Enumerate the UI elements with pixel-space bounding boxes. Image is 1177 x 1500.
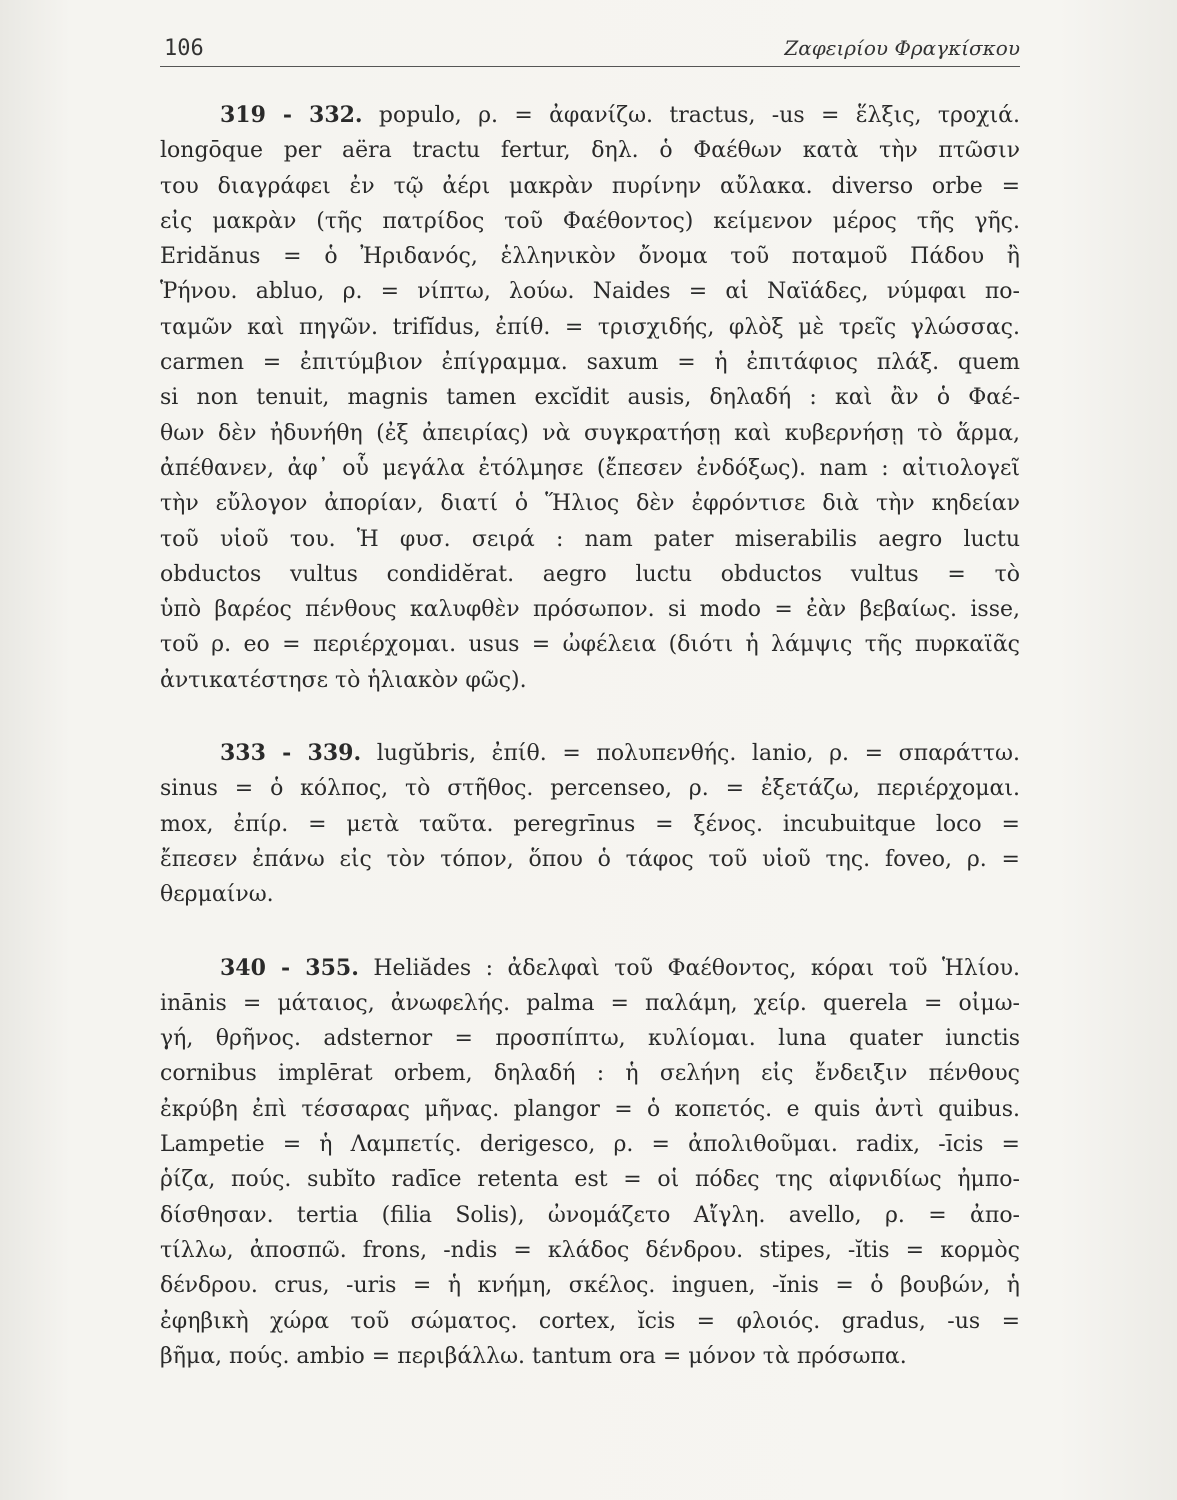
- verse-reference: 340 - 355.: [220, 954, 359, 981]
- line-text: γή, θρῆνος. adsternor = προσπίπτω, κυλίομαι. luna quater iunctis: [160, 1026, 1020, 1052]
- commentary-section: [160, 951, 1020, 1375]
- line-text: εἰς μακρὰν (τῆς πατρίδος τοῦ Φαέθοντος) κείμενον μέρος τῆς γῆς.: [160, 208, 1020, 234]
- text-line: [160, 807, 1020, 842]
- text-line: [160, 274, 1020, 309]
- line-text: longōque per aëra tractu fertur, δηλ. ὁ Φαέθων κατὰ τὴν πτῶσιν: [160, 138, 1020, 164]
- text-line: [160, 771, 1020, 806]
- text-line: [160, 486, 1020, 521]
- commentary-section: [160, 736, 1020, 912]
- text-line: [160, 204, 1020, 239]
- line-text: δίσθησαν. tertia (filia Solis), ὠνομάζετο Αἴγλη. avello, ρ. = ἀπο-: [160, 1202, 1020, 1228]
- line-text: mox, ἐπίρ. = μετὰ ταῦτα. peregrīnus = ξένος. incubuitque loco =: [160, 811, 1020, 837]
- line-text: ἐφηβικὴ χώρα τοῦ σώματος. cortex, ĭcis = φλοιός. gradus, -us =: [160, 1308, 1020, 1334]
- text-line: [160, 1021, 1020, 1056]
- line-text: carmen = ἐπιτύμβιον ἐπίγραμμα. saxum = ἡ ἐπιτάφιος πλάξ. quem: [160, 350, 1020, 376]
- text-line: [160, 169, 1020, 204]
- text-line: [160, 416, 1020, 451]
- line-text: δένδρου. crus, -uris = ἡ κνήμη, σκέλος. inguen, -ĭnis = ὁ βουβών, ἡ: [160, 1273, 1020, 1299]
- text-line: [160, 736, 1020, 771]
- line-text: cornibus implērat orbem, δηλαδή : ἡ σελήνη εἰς ἔνδειξιν πένθους: [160, 1061, 1020, 1087]
- line-text: inānis = μάταιος, ἀνωφελής. palma = παλάμη, χείρ. querela = οἰμω-: [160, 990, 1020, 1016]
- text-line: [160, 1198, 1020, 1233]
- text-line: [160, 663, 1020, 698]
- line-text: τίλλω, ἀποσπῶ. frons, -ndis = κλάδος δένδρου. stipes, -ĭtis = κορμὸς: [160, 1237, 1020, 1263]
- line-text: Lampetie = ἡ Λαμπετίς. derigesco, ρ. = ἀπολιθοῦμαι. radix, -īcis =: [160, 1132, 1020, 1158]
- page-header: [160, 34, 1020, 67]
- text-line: [160, 1092, 1020, 1127]
- text-line: [160, 1056, 1020, 1091]
- verse-reference: 333 - 339.: [220, 740, 362, 767]
- line-text: si non tenuit, magnis tamen excĭdit ausis, δηλαδή : καὶ ἂν ὁ Φαέ-: [160, 385, 1020, 411]
- text-line: [160, 133, 1020, 168]
- text-line: [160, 877, 1020, 912]
- text-line: [160, 1162, 1020, 1197]
- page-number: 106: [164, 36, 204, 61]
- commentary-text: [160, 98, 1020, 1412]
- line-text: lugŭbris, ἐπίθ. = πολυπενθής. lanio, ρ. = σπαράττω.: [376, 741, 1020, 767]
- text-line: [160, 842, 1020, 877]
- line-text: θερμαίνω.: [160, 882, 274, 908]
- line-text: ἐκρύβη ἐπὶ τέσσαρας μῆνας. plangor = ὁ κοπετός. e quis ἀντὶ quibus.: [160, 1096, 1020, 1122]
- line-text: βῆμα, πούς. ambio = περιβάλλω. tantum ora = μόνον τὰ πρόσωπα.: [160, 1343, 907, 1369]
- text-line: [160, 310, 1020, 345]
- commentary-section: [160, 98, 1020, 698]
- line-text: Ῥήνου. abluo, ρ. = νίπτω, λούω. Naides = αἱ Ναϊάδες, νύμφαι πο-: [160, 279, 1020, 305]
- text-line: [160, 1268, 1020, 1303]
- text-line: [160, 986, 1020, 1021]
- line-text: ῥίζα, πούς. subĭto radīce retenta est = οἱ πόδες της αἰφνιδίως ἠμπο-: [160, 1167, 1020, 1193]
- text-line: [160, 1127, 1020, 1162]
- text-line: [160, 592, 1020, 627]
- text-line: [160, 98, 1020, 133]
- verse-reference: 319 - 332.: [220, 102, 363, 128]
- line-text: populo, ρ. = ἀφανίζω. tractus, -us = ἕλξις, τροχιά.: [378, 103, 1020, 128]
- line-text: τὴν εὔλογον ἀπορίαν, διατί ὁ Ἥλιος δὲν ἐφρόντισε διὰ τὴν κηδείαν: [160, 491, 1020, 517]
- line-text: Eridănus = ὁ Ἠριδανός, ἑλληνικὸν ὄνομα τοῦ ποταμοῦ Πάδου ἢ: [160, 244, 1020, 270]
- text-line: [160, 522, 1020, 557]
- text-line: [160, 1304, 1020, 1339]
- line-text: του διαγράφει ἐν τῷ ἀέρι μακρὰν πυρίνην αὔλακα. diverso orbe =: [160, 173, 1020, 199]
- line-text: Heliădes : ἀδελφαὶ τοῦ Φαέθοντος, κόραι τοῦ Ἡλίου.: [373, 955, 1020, 981]
- text-line: [160, 451, 1020, 486]
- line-text: sinus = ὁ κόλπος, τὸ στῆθος. percenseo, ρ. = ἐξετάζω, περιέρχομαι.: [160, 776, 1020, 802]
- line-text: obductos vultus condidĕrat. aegro luctu obductos vultus = τὸ: [160, 561, 1020, 587]
- text-line: [160, 1233, 1020, 1268]
- line-text: θων δὲν ἠδυνήθη (ἐξ ἀπειρίας) νὰ συγκρατήσῃ καὶ κυβερνήσῃ τὸ ἅρμα,: [160, 420, 1020, 446]
- text-line: [160, 1339, 1020, 1374]
- line-text: ἀντικατέστησε τὸ ἡλιακὸν φῶς).: [160, 667, 527, 693]
- text-line: [160, 627, 1020, 662]
- text-line: [160, 557, 1020, 592]
- text-line: [160, 380, 1020, 415]
- line-text: ταμῶν καὶ πηγῶν. trifĭdus, ἐπίθ. = τρισχιδής, φλὸξ μὲ τρεῖς γλώσσας.: [160, 314, 1020, 340]
- line-text: τοῦ υἱοῦ του. Ἡ φυσ. σειρά : nam pater miserabilis aegro luctu: [160, 526, 1020, 552]
- line-text: ἔπεσεν ἐπάνω εἰς τὸν τόπον, ὅπου ὁ τάφος τοῦ υἱοῦ της. foveo, ρ. =: [160, 846, 1020, 872]
- text-line: [160, 239, 1020, 274]
- line-text: τοῦ ρ. eo = περιέρχομαι. usus = ὠφέλεια (διότι ἡ λάμψις τῆς πυρκαϊᾶς: [160, 632, 1020, 658]
- text-line: [160, 345, 1020, 380]
- line-text: ἀπέθανεν, ἀφ᾽ οὗ μεγάλα ἐτόλμησε (ἔπεσεν ἐνδόξως). nam : αἰτιολογεῖ: [160, 455, 1020, 481]
- line-text: ὑπὸ βαρέος πένθους καλυφθὲν πρόσωπον. si modo = ἐὰν βεβαίως. isse,: [160, 597, 1020, 623]
- running-head: Ζαφειρίου Φραγκίσκου: [784, 36, 1020, 60]
- text-line: [160, 951, 1020, 986]
